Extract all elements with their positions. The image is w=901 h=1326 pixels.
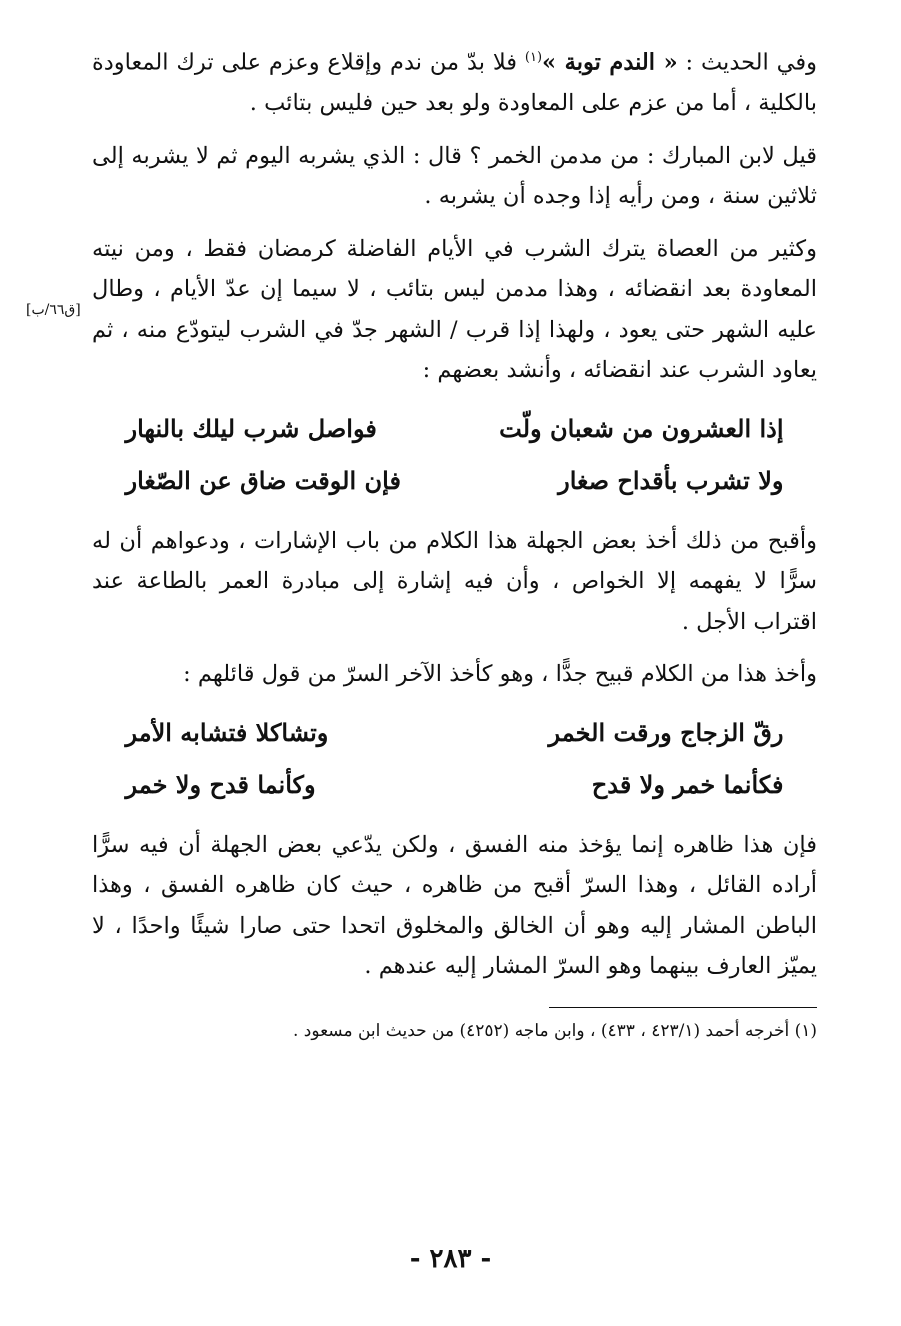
poem-hemistich-right: إذا العشرون من شعبان ولّت — [499, 413, 784, 443]
footnote: (١) أخرجه أحمد (٤٢٣/١ ، ٤٣٣) ، وابن ماجه (٤٢٥٢) من حديث ابن مسعود . — [292, 1020, 817, 1041]
paragraph-sirr: وأخذ هذا من الكلام قبيح جدًّا ، وهو كأخذ الآخر السرّ من قول قائلهم : — [183, 661, 817, 687]
footnote-separator — [549, 1007, 817, 1008]
paragraph-conclusion: فإن هذا ظاهره إنما يؤخذ منه الفسق ، ولكن يدّعي بعض الجهلة أن فيه سرًّا أراده القائل ، وهذا السرّ أقبح من ظاهره ، حيث كان ظاهره الفسق ، وهذا الباطن المشار إليه وهو أن الخالق والمخلوق اتحدا حتى صارا شيئًا واحدًا ، لا يميّز العارف بينهما وهو السرّ المشار إليه عندهم . — [92, 831, 817, 979]
poem-verse — [126, 455, 784, 507]
poem-hemistich-right: ولا تشرب بأقداح صغار — [558, 465, 784, 495]
footnote-marker: (١) — [524, 50, 543, 65]
poem-verse — [126, 403, 784, 455]
paragraph-ramadan: وكثير من العصاة يترك الشرب في الأيام الفاضلة كرمضان فقط ، ومن نيته المعاودة بعد انقضائه ، وهذا مدمن ليس بتائب ، لا سيما إن عدّ الأيام ، وطال عليه الشهر حتى يعود ، ولهذا إذا قرب / الشهر جدّ في الشرب ليتودّع منه ، ثم يعاود الشرب عند انقضائه ، وأنشد بعضهم : — [92, 235, 817, 383]
poem-verse — [126, 707, 784, 759]
poem-hemistich-right: رقّ الزجاج ورقت الخمر — [548, 717, 784, 747]
poem-first — [126, 403, 784, 507]
paragraph-ibn-mubarak: قيل لابن المبارك : من مدمن الخمر ؟ قال : الذي يشربه اليوم ثم لا يشربه إلى ثلاثين سنة ، ومن رأيه إذا وجده أن يشربه . — [92, 142, 817, 209]
poem-hemistich-right: فكأنما خمر ولا قدح — [591, 769, 784, 799]
poem-hemistich-left: فواصل شرب ليلك بالنهار — [125, 413, 377, 443]
hadith-quote: « الندم توبة » — [542, 49, 678, 76]
poem-verse — [126, 759, 784, 811]
poem-second — [126, 707, 784, 811]
paragraph-ishara: وأقبح من ذلك أخذ بعض الجهلة هذا الكلام من باب الإشارات ، ودعواهم أن له سرًّا لا يفهمه إلا الخواص ، وأن فيه إشارة إلى مبادرة العمر بالطاعة عند اقتراب الأجل . — [92, 527, 817, 635]
manuscript-folio-marker: [ق٦٦/ب] — [26, 302, 81, 318]
paragraph-hadith — [92, 38, 817, 124]
poem-hemistich-left: فإن الوقت ضاق عن الصّغار — [125, 465, 401, 495]
poem-hemistich-left: وتشاكلا فتشابه الأمر — [125, 717, 329, 747]
paragraph-hadith-lead: وفي الحديث : — [677, 49, 817, 76]
paragraph-hadith-rest: فلا بدّ من ندم وإقلاع وعزم على ترك المعاودة بالكلية ، أما من عزم على المعاودة ولو بعد حين فليس بتائب . — [92, 49, 817, 116]
page-number: - ٢٨٣ - — [409, 1244, 492, 1274]
poem-hemistich-left: وكأنما قدح ولا خمر — [125, 769, 316, 799]
